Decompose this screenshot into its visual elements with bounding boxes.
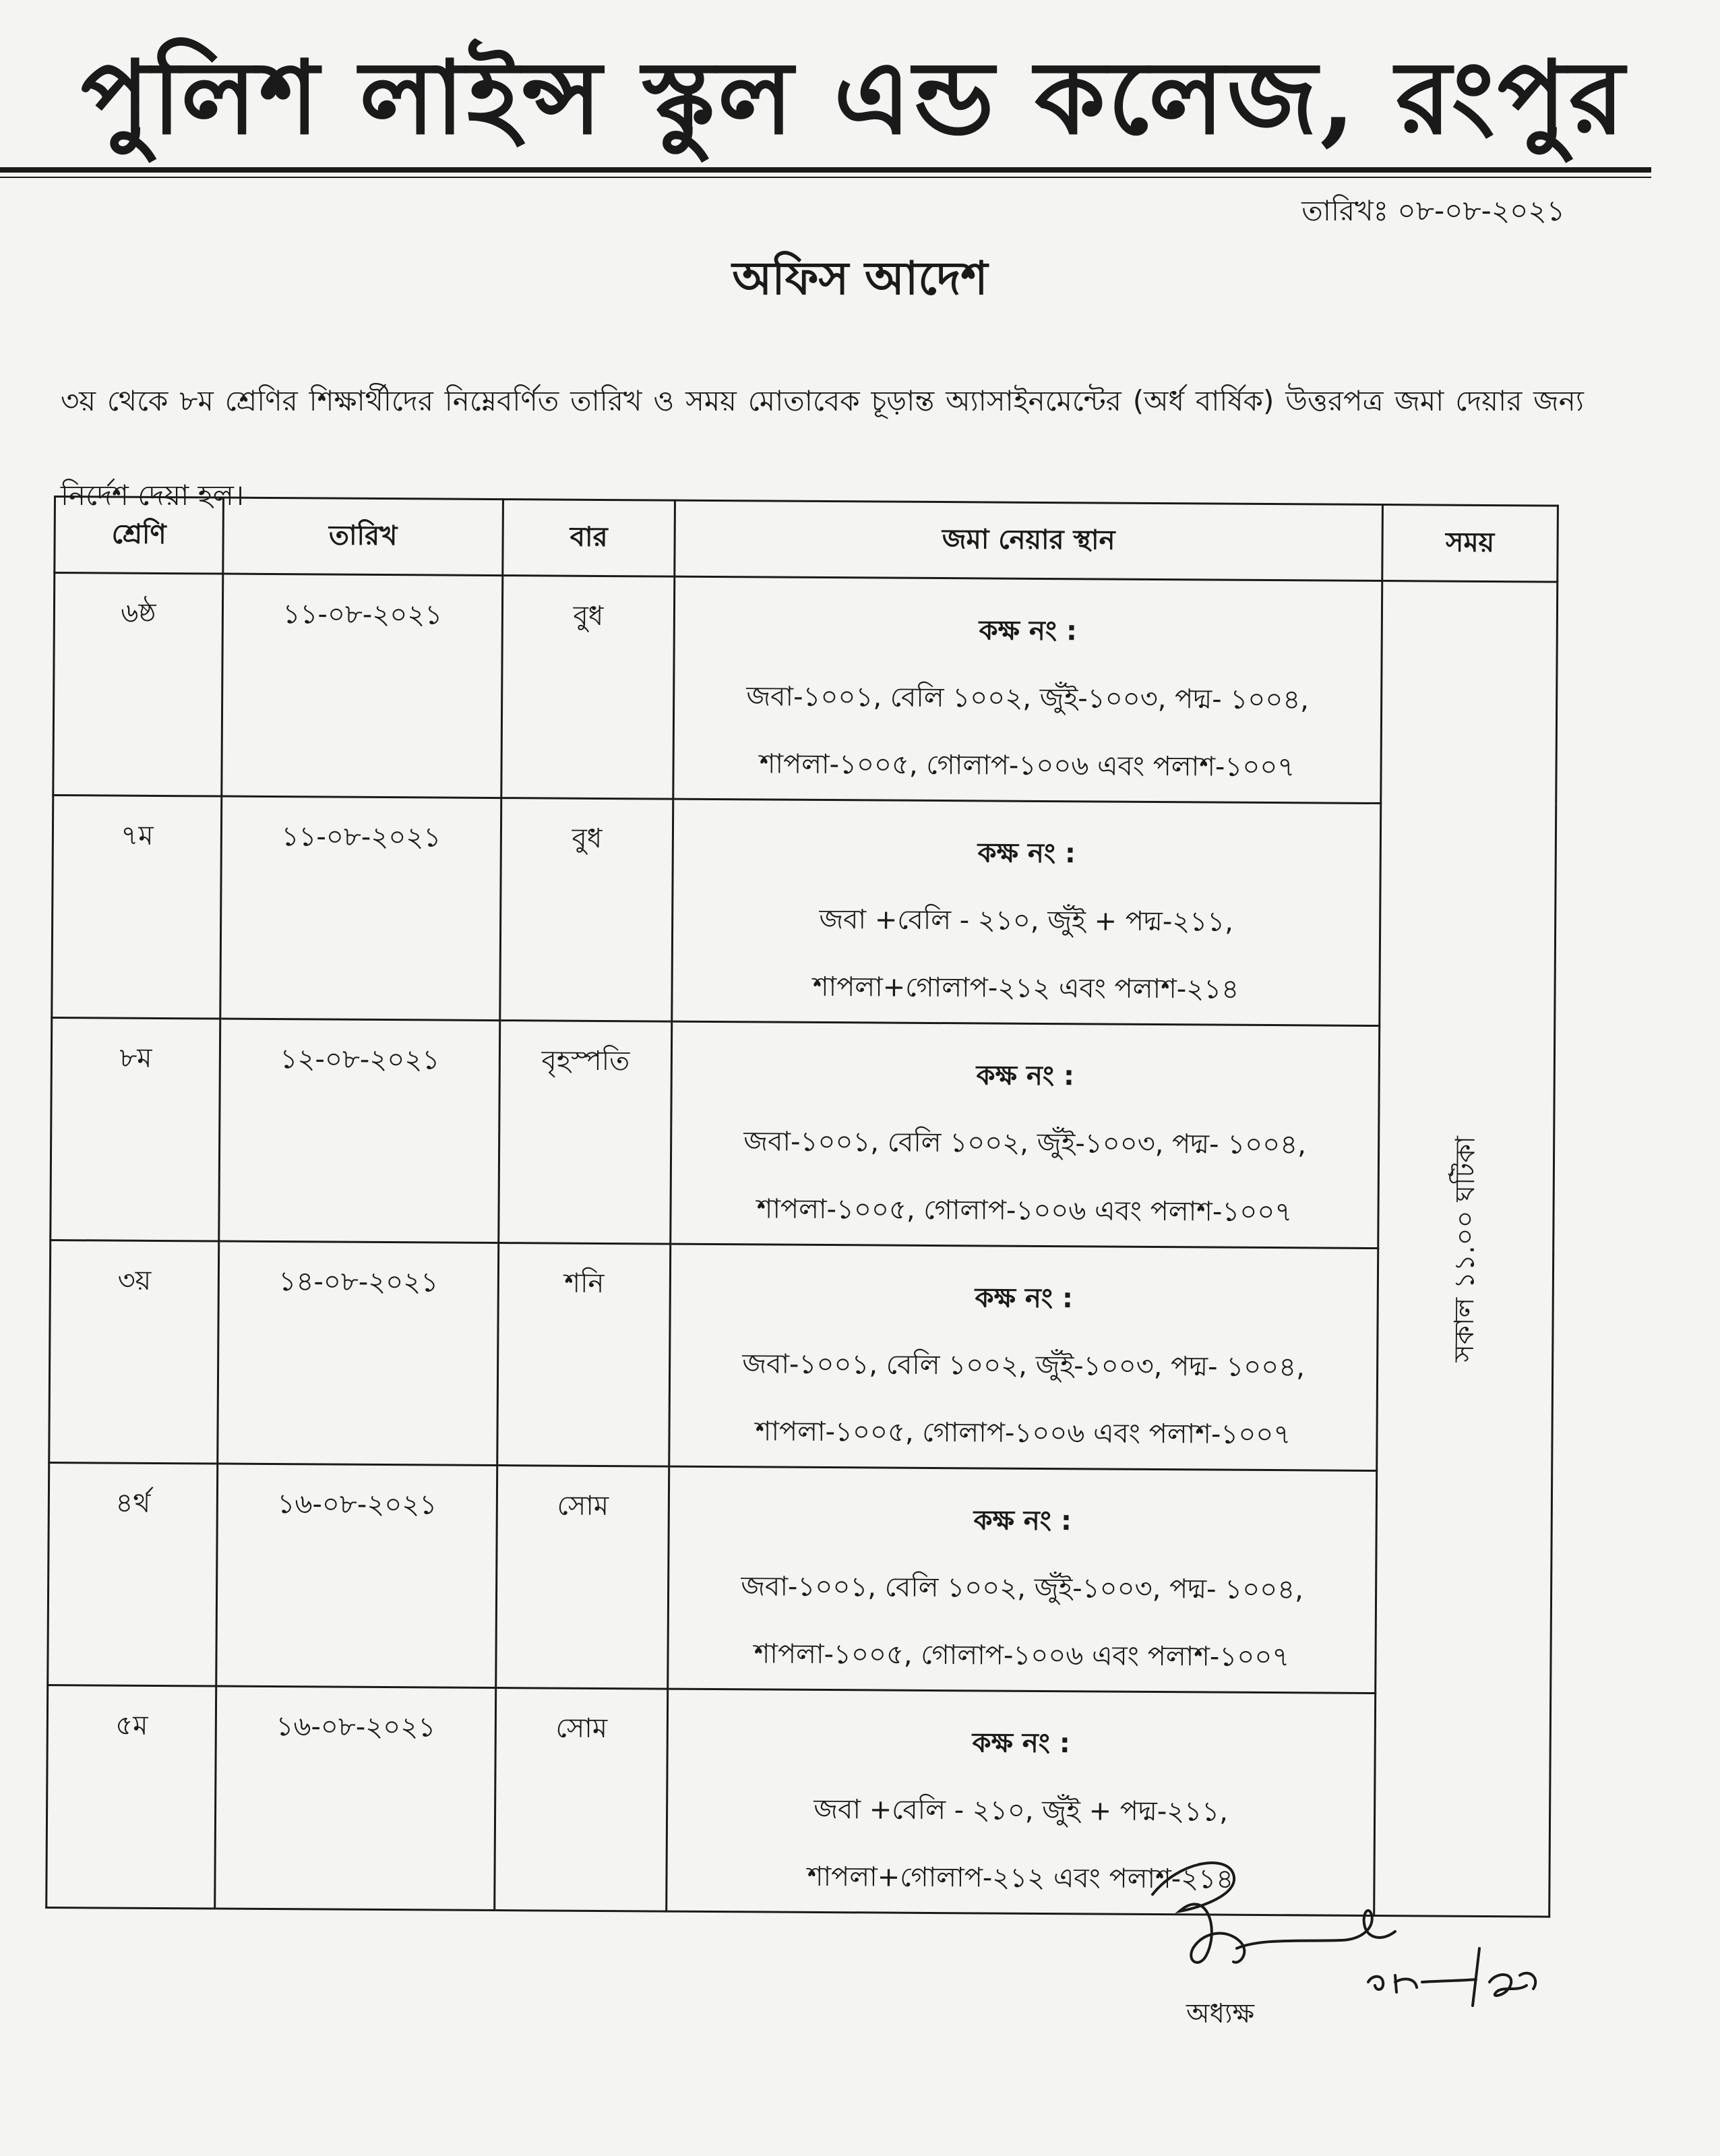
- room-line-2: শাপলা-১০০৫, গোলাপ-১০০৬ এবং পলাশ-১০০৭: [754, 1638, 1290, 1673]
- cell-class: ৬ষ্ঠ: [53, 573, 223, 797]
- table-row: [49, 1240, 1554, 1472]
- table-row: [51, 1017, 1555, 1249]
- cell-class: ৪র্থ: [48, 1462, 218, 1686]
- cell-place: [673, 576, 1382, 803]
- table-header-row: [55, 497, 1558, 582]
- cell-date: ১২-০৮-২০২১: [219, 1019, 500, 1243]
- cell-place: [669, 1244, 1378, 1470]
- cell-class: ৩য়: [49, 1240, 219, 1464]
- cell-class: ৫ম: [47, 1685, 216, 1909]
- room-line-1: জবা-১০০১, বেলি ১০০২, জুঁই-১০০৩, পদ্ম- ১০০৪,: [746, 681, 1310, 716]
- room-label: কক্ষ নং :: [972, 1727, 1071, 1760]
- cell-day: বৃহস্পতি: [499, 1021, 672, 1245]
- room-label: কক্ষ নং :: [979, 615, 1078, 647]
- principal-signature: [1139, 1847, 1557, 2009]
- room-label: কক্ষ নং :: [973, 1505, 1072, 1537]
- cell-place: [672, 799, 1381, 1025]
- header-class: শ্রেণি: [55, 497, 224, 574]
- principal-designation: অধ্যক্ষ: [1186, 1998, 1255, 2029]
- room-line-2: শাপলা-১০০৫, গোলাপ-১০০৬ এবং পলাশ-১০০৭: [756, 1193, 1293, 1228]
- room-line-1: জবা-১০০১, বেলি ১০০২, জুঁই-১০০৩, পদ্ম- ১০০৪,: [742, 1348, 1306, 1383]
- cell-date: ১৪-০৮-২০২১: [218, 1241, 499, 1466]
- cell-day: শনি: [497, 1243, 671, 1467]
- cell-date: ১৬-০৮-২০২১: [215, 1686, 496, 1911]
- room-line-1: জবা-১০০১, বেলি ১০০২, জুঁই-১০০৩, পদ্ম- ১০০৪,: [743, 1126, 1307, 1161]
- room-label: কক্ষ নং :: [975, 1282, 1074, 1315]
- cell-time: [1374, 581, 1558, 1917]
- room-line-2: শাপলা-১০০৫, গোলাপ-১০০৬ এবং পলাশ-১০০৭: [759, 748, 1295, 783]
- header-place: জমা নেয়ার স্থান: [675, 500, 1383, 580]
- cell-place: [668, 1466, 1377, 1693]
- cell-day: বুধ: [501, 576, 675, 800]
- room-line-1: জবা-১০০১, বেলি ১০০২, জুঁই-১০০৩, পদ্ম- ১০০৪,: [741, 1571, 1304, 1606]
- room-line-1: জবা +বেলি - ২১০, জুঁই + পদ্ম-২১১,: [813, 1793, 1229, 1828]
- room-label: কক্ষ নং :: [976, 1060, 1075, 1092]
- table-row: [52, 796, 1556, 1027]
- cell-day: সোম: [496, 1466, 669, 1689]
- cell-day: বুধ: [500, 798, 673, 1022]
- header-day: বার: [503, 500, 675, 577]
- cell-class: ৮ম: [51, 1017, 220, 1241]
- cell-day: সোম: [495, 1688, 668, 1912]
- cell-class: ৭ম: [52, 796, 222, 1019]
- header-time: সময়: [1382, 505, 1558, 582]
- school-name: পুলিশ লাইন্স স্কুল এন্ড কলেজ, রংপুর: [81, 38, 1628, 157]
- cell-date: ১১-০৮-২০২১: [222, 574, 503, 798]
- cell-date: ১১-০৮-২০২১: [220, 796, 501, 1021]
- time-value: সকাল ১১.০০ ঘটিকা: [1448, 1135, 1481, 1363]
- cell-place: [671, 1021, 1380, 1248]
- cell-date: ১৬-০৮-২০২১: [216, 1464, 497, 1688]
- document-title: অফিস আদেশ: [732, 252, 988, 305]
- header-date: তারিখ: [223, 498, 503, 576]
- table-row: [53, 573, 1558, 805]
- header-divider: [0, 167, 1651, 173]
- issue-date: তারিখঃ ০৮-০৮-২০২১: [1301, 194, 1565, 227]
- room-label: কক্ষ নং :: [977, 837, 1076, 870]
- table-row: [48, 1462, 1552, 1694]
- intro-paragraph: ৩য় থেকে ৮ম শ্রেণির শিক্ষার্থীদের নিম্নেবর্ণিত তারিখ ও সময় মোতাবেক চূড়ান্ত অ্যাসাইনমেন্টের (অর্ধ বার্ষিক) উত্তরপত্র জমা দেয়ার জন্য নির্দেশ দেয়া হল।: [61, 384, 1584, 512]
- schedule-table: [45, 496, 1559, 1918]
- room-line-1: জবা +বেলি - ২১০, জুঁই + পদ্ম-২১১,: [819, 903, 1234, 938]
- room-line-2: শাপলা+গোলাপ-২১২ এবং পলাশ-২১৪: [807, 1861, 1234, 1895]
- room-line-2: শাপলা+গোলাপ-২১২ এবং পলাশ-২১৪: [812, 971, 1239, 1005]
- room-line-2: শাপলা-১০০৫, গোলাপ-১০০৬ এবং পলাশ-১০০৭: [755, 1416, 1291, 1451]
- header-divider-thin: [0, 177, 1651, 178]
